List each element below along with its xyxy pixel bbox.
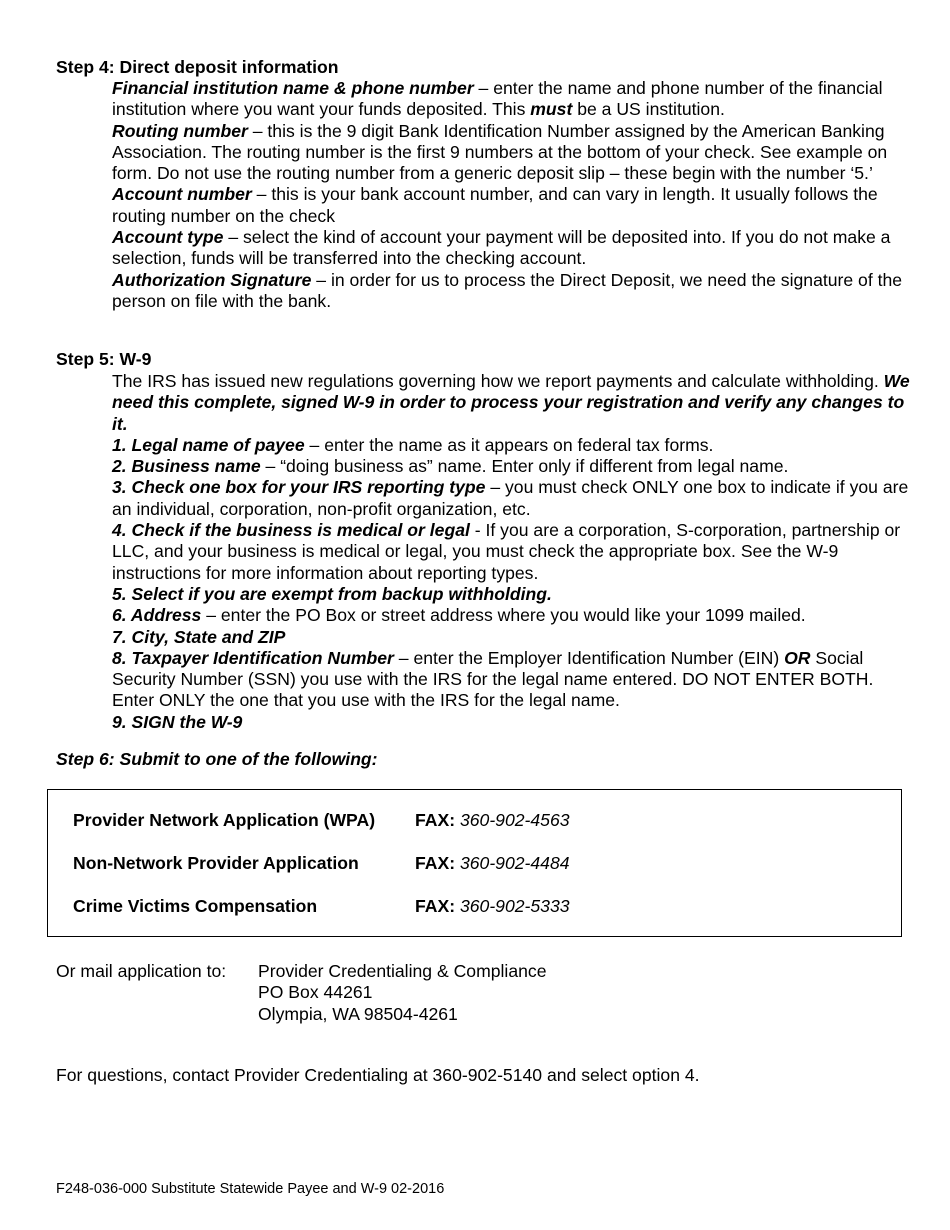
step5-item-backup-withholding: [112, 584, 912, 605]
step4-term: Account number: [112, 184, 252, 205]
fax-label: FAX:: [415, 896, 456, 916]
step4-emphasis: must: [530, 99, 573, 120]
step5-text: - If you are a corporation, S-corporation, partnership or LLC, and your business is medical or legal, you must check the appropriate box. See the W-9 instructions for more information about reporting types.: [112, 520, 901, 583]
step5-item-medical-legal: [112, 520, 912, 584]
fax-label: FAX:: [415, 853, 456, 873]
step5-body: [112, 371, 912, 733]
fax-row-number: [415, 810, 570, 831]
fax-row-name: Provider Network Application (WPA): [73, 810, 376, 830]
step5-intro-emphasis: We need this complete, signed W-9 in order to process your registration and verify any changes to it.: [112, 371, 910, 434]
form-footer: F248-036-000 Substitute Statewide Payee and W-9 02-2016: [56, 1181, 445, 1197]
step4-term: Financial institution name & phone number: [112, 78, 474, 98]
step4-item-financial-institution: [112, 78, 912, 121]
step4-text: – select the kind of account your payment will be deposited into. If you do not make a selection, funds will be transferred into the checking account.: [112, 227, 891, 269]
step5-term: 1. Legal name of payee: [112, 434, 305, 455]
fax-row-number: [415, 896, 570, 917]
mail-line-org: Provider Credentialing & Compliance: [258, 961, 547, 981]
step5-text: – enter the Employer Identification Number (EIN): [393, 647, 785, 668]
step5-text: – “doing business as” name. Enter only if different from legal name.: [260, 456, 789, 477]
step4-term: Account type: [112, 227, 224, 248]
step6-heading: Step 6: Submit to one of the following:: [56, 749, 378, 769]
step5-text: – enter the PO Box or street address where you would like your 1099 mailed.: [201, 605, 806, 626]
step5-item-address: [112, 605, 912, 626]
step5-item-city-state-zip: [112, 627, 912, 648]
fax-row-name: Crime Victims Compensation: [73, 896, 318, 916]
step4-text: – this is your bank account number, and can vary in length. It usually follows the routing number on the check: [112, 184, 878, 226]
step5-term: 9. SIGN the W-9: [112, 711, 243, 732]
step5-term: 6. Address: [112, 605, 202, 626]
step5-term: 7. City, State and ZIP: [112, 626, 286, 647]
step5-text: Social Security Number (SSN) you use with the IRS for the legal name entered. DO NOT ENTER BOTH. Enter ONLY the one that you use with the IRS for the legal name.: [112, 647, 874, 711]
fax-number: 360-902-4484: [459, 853, 570, 873]
step4-term: Authorization Signature: [112, 269, 312, 290]
mail-label: Or mail application to:: [56, 961, 227, 981]
step5-intro-text: The IRS has issued new regulations governing how we report payments and calculate withholding.: [112, 371, 884, 391]
step5-text: – enter the name as it appears on federal tax forms.: [304, 434, 714, 455]
step5-item-tin: [112, 648, 912, 712]
step5-heading: Step 5: W-9: [56, 349, 152, 369]
step5-term: 5. Select if you are exempt from backup withholding.: [112, 583, 552, 604]
mail-lines: [258, 961, 546, 1025]
step4-item-account-type: [112, 227, 912, 270]
step4-text: – enter the name and phone number of the financial institution where you want your funds deposited. This: [112, 78, 883, 120]
fax-row-number: [415, 853, 570, 874]
fax-row-name: Non-Network Provider Application: [73, 853, 359, 873]
fax-number: 360-902-4563: [459, 810, 570, 830]
step5-item-legal-name: [112, 435, 912, 456]
step4-text: be a US institution.: [572, 99, 725, 120]
step5-term: 2. Business name: [112, 456, 261, 477]
questions-contact: For questions, contact Provider Credentialing at 360-902-5140 and select option 4.: [56, 1065, 700, 1085]
step5-term: 4. Check if the business is medical or legal: [112, 520, 470, 541]
step5-term: 8. Taxpayer Identification Number: [112, 647, 394, 668]
step5-item-sign: [112, 712, 912, 733]
step5-emphasis: OR: [784, 647, 811, 668]
step4-term: Routing number: [112, 120, 248, 141]
step5-item-reporting-type: [112, 477, 912, 520]
step4-text: – in order for us to process the Direct Deposit, we need the signature of the person on file with the bank.: [112, 269, 903, 311]
submit-fax-box: [47, 789, 902, 937]
step5-text: – you must check ONLY one box to indicate if you are an individual, corporation, non-profit organization, etc.: [112, 477, 909, 519]
step4-item-authorization-signature: [112, 270, 912, 313]
fax-label: FAX:: [415, 810, 456, 830]
fax-number: 360-902-5333: [459, 896, 570, 916]
mail-line-pobox: PO Box 44261: [258, 982, 373, 1003]
step5-intro: [112, 371, 912, 435]
step4-text: – this is the 9 digit Bank Identification Number assigned by the American Banking Association. The routing number is the first 9 numbers at the bottom of your check. See example on form. Do not use the routing number from a generic deposit slip – these begin with the number ‘5.’: [112, 120, 888, 184]
step4-body: [112, 78, 912, 312]
step4-heading: Step 4: Direct deposit information: [56, 57, 339, 77]
step5-term: 3. Check one box for your IRS reporting type: [112, 477, 486, 498]
step4-item-account-number: [112, 184, 912, 227]
step5-item-business-name: [112, 456, 912, 477]
step4-item-routing-number: [112, 121, 912, 185]
mail-line-city: Olympia, WA 98504-4261: [258, 1003, 458, 1024]
